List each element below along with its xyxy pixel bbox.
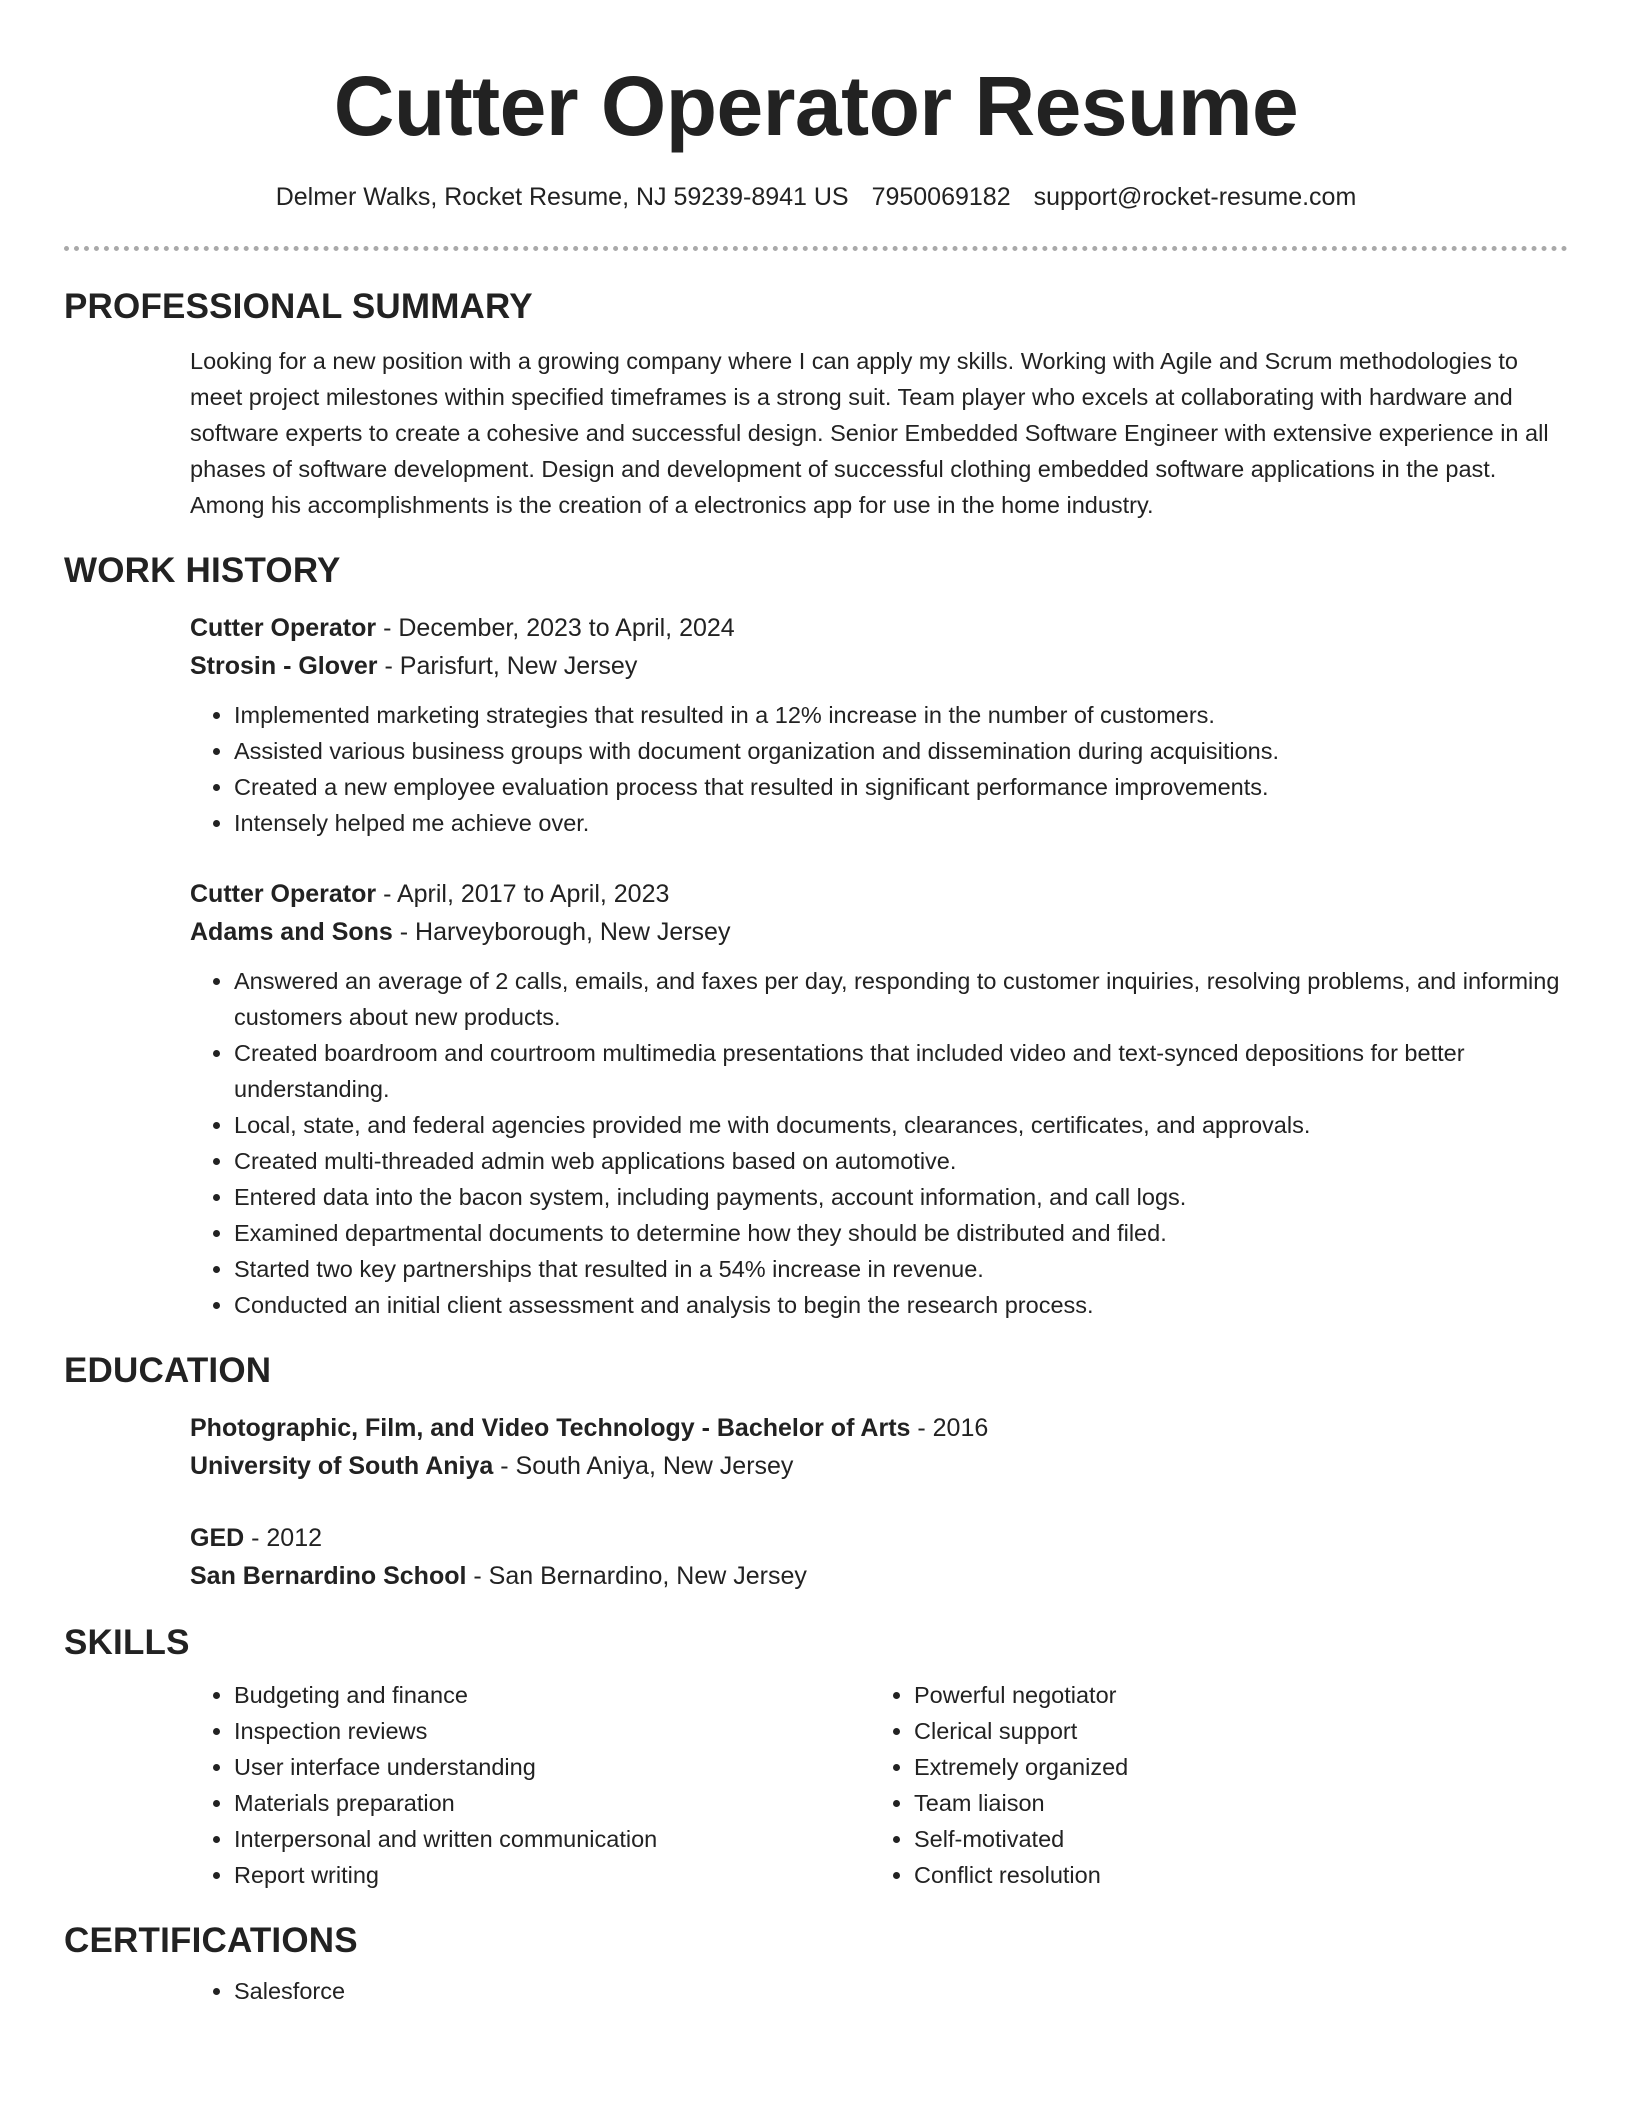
job-bullets xyxy=(190,697,1568,841)
education-body xyxy=(190,1409,1568,1595)
skill-item: • Conflict resolution xyxy=(914,1857,1550,1893)
job-dates: - December, 2023 to April, 2024 xyxy=(376,614,735,642)
section-heading-skills: SKILLS xyxy=(64,1623,190,1662)
job-entry xyxy=(190,875,1568,1323)
school-location: - San Bernardino, New Jersey xyxy=(466,1562,807,1590)
section-heading-certifications: CERTIFICATIONS xyxy=(64,1921,358,1960)
degree-name: Photographic, Film, and Video Technology - Bachelor of Arts xyxy=(190,1414,911,1442)
job-bullet: • Examined departmental documents to determine how they should be distributed and filed. xyxy=(234,1215,1568,1251)
section-heading-education: EDUCATION xyxy=(64,1351,272,1390)
skill-item: • Team liaison xyxy=(914,1785,1550,1821)
section-heading-summary: PROFESSIONAL SUMMARY xyxy=(64,287,533,326)
job-title: Cutter Operator xyxy=(190,880,377,908)
professional-summary-section xyxy=(64,285,1568,523)
summary-text: Looking for a new position with a growing company where I can apply my skills. Working with Agile and Scrum methodologies to meet project milestones within specified timeframes is a strong suit. Team player who excels at collaborating with hardware and software experts to create a cohesive and successful design. Senior Embedded Software Engineer with extensive experience in all phases of software development. Design and development of successful clothing embedded software applications in the past. Among his accomplishments is the creation of a electronics app for use in the home industry. xyxy=(190,348,1549,518)
skill-item: • Materials preparation xyxy=(234,1785,870,1821)
job-company: Adams and Sons xyxy=(190,918,393,946)
section-heading-work: WORK HISTORY xyxy=(64,551,341,590)
certifications-section xyxy=(64,1919,1568,2009)
job-bullet: • Assisted various business groups with document organization and dissemination during acquisitions. xyxy=(234,733,1568,769)
certifications-body xyxy=(190,1973,1568,2009)
school-line xyxy=(190,1557,1568,1595)
job-company-line xyxy=(190,913,1568,951)
education-entry xyxy=(190,1409,1568,1485)
job-bullets xyxy=(190,963,1568,1323)
skill-item: • Self-motivated xyxy=(914,1821,1550,1857)
education-section xyxy=(64,1349,1568,1595)
contact-email: support@rocket-resume.com xyxy=(1033,183,1357,211)
job-title-line xyxy=(190,875,1568,913)
header-divider xyxy=(64,246,1568,251)
job-entry xyxy=(190,609,1568,841)
job-bullet: • Intensely helped me achieve over. xyxy=(234,805,1568,841)
job-title-line xyxy=(190,609,1568,647)
job-bullet: • Created a new employee evaluation process that resulted in significant performance improvements. xyxy=(234,769,1568,805)
degree-year: - 2012 xyxy=(244,1524,323,1552)
job-bullet: • Created multi-threaded admin web applications based on automotive. xyxy=(234,1143,1568,1179)
skill-item: • User interface understanding xyxy=(234,1749,870,1785)
job-bullet: • Local, state, and federal agencies provided me with documents, clearances, certificates, and approvals. xyxy=(234,1107,1568,1143)
degree-line xyxy=(190,1409,1568,1447)
contact-line xyxy=(64,180,1568,214)
resume-title: Cutter Operator Resume xyxy=(333,59,1299,153)
skills-list-left xyxy=(190,1677,870,1893)
job-company-line xyxy=(190,647,1568,685)
skills-columns xyxy=(190,1677,1568,1893)
skills-list-right xyxy=(870,1677,1550,1893)
skill-item: • Clerical support xyxy=(914,1713,1550,1749)
skill-item: • Report writing xyxy=(234,1857,870,1893)
education-entry xyxy=(190,1519,1568,1595)
job-company: Strosin - Glover xyxy=(190,652,378,680)
degree-line xyxy=(190,1519,1568,1557)
work-body xyxy=(190,609,1568,1323)
contact-phone: 7950069182 xyxy=(871,183,1011,211)
job-bullet: • Entered data into the bacon system, including payments, account information, and call logs. xyxy=(234,1179,1568,1215)
job-bullet: • Conducted an initial client assessment and analysis to begin the research process. xyxy=(234,1287,1568,1323)
certifications-list xyxy=(190,1973,1568,2009)
job-bullet: • Answered an average of 2 calls, emails, and faxes per day, responding to customer inquiries, resolving problems, and informing customers about new products. xyxy=(234,963,1568,1035)
school-location: - South Aniya, New Jersey xyxy=(493,1452,794,1480)
skill-item: • Budgeting and finance xyxy=(234,1677,870,1713)
summary-body xyxy=(190,343,1568,523)
job-location: - Parisfurt, New Jersey xyxy=(377,652,638,680)
skill-item: • Interpersonal and written communication xyxy=(234,1821,870,1857)
school-line xyxy=(190,1447,1568,1485)
contact-address: Delmer Walks, Rocket Resume, NJ 59239-8941 US xyxy=(275,183,849,211)
job-dates: - April, 2017 to April, 2023 xyxy=(376,880,670,908)
skill-item: • Inspection reviews xyxy=(234,1713,870,1749)
school-name: San Bernardino School xyxy=(190,1562,467,1590)
skill-item: • Extremely organized xyxy=(914,1749,1550,1785)
skills-section xyxy=(64,1621,1568,1893)
certification-item: • Salesforce xyxy=(234,1973,1568,2009)
degree-year: - 2016 xyxy=(910,1414,989,1442)
job-bullet: • Created boardroom and courtroom multimedia presentations that included video and text-synced depositions for better understanding. xyxy=(234,1035,1568,1107)
work-history-section xyxy=(64,549,1568,1323)
job-title: Cutter Operator xyxy=(190,614,377,642)
skill-item: • Powerful negotiator xyxy=(914,1677,1550,1713)
school-name: University of South Aniya xyxy=(190,1452,494,1480)
job-bullet: • Started two key partnerships that resulted in a 54% increase in revenue. xyxy=(234,1251,1568,1287)
job-bullet: • Implemented marketing strategies that resulted in a 12% increase in the number of customers. xyxy=(234,697,1568,733)
job-location: - Harveyborough, New Jersey xyxy=(392,918,731,946)
degree-name: GED xyxy=(190,1524,245,1552)
